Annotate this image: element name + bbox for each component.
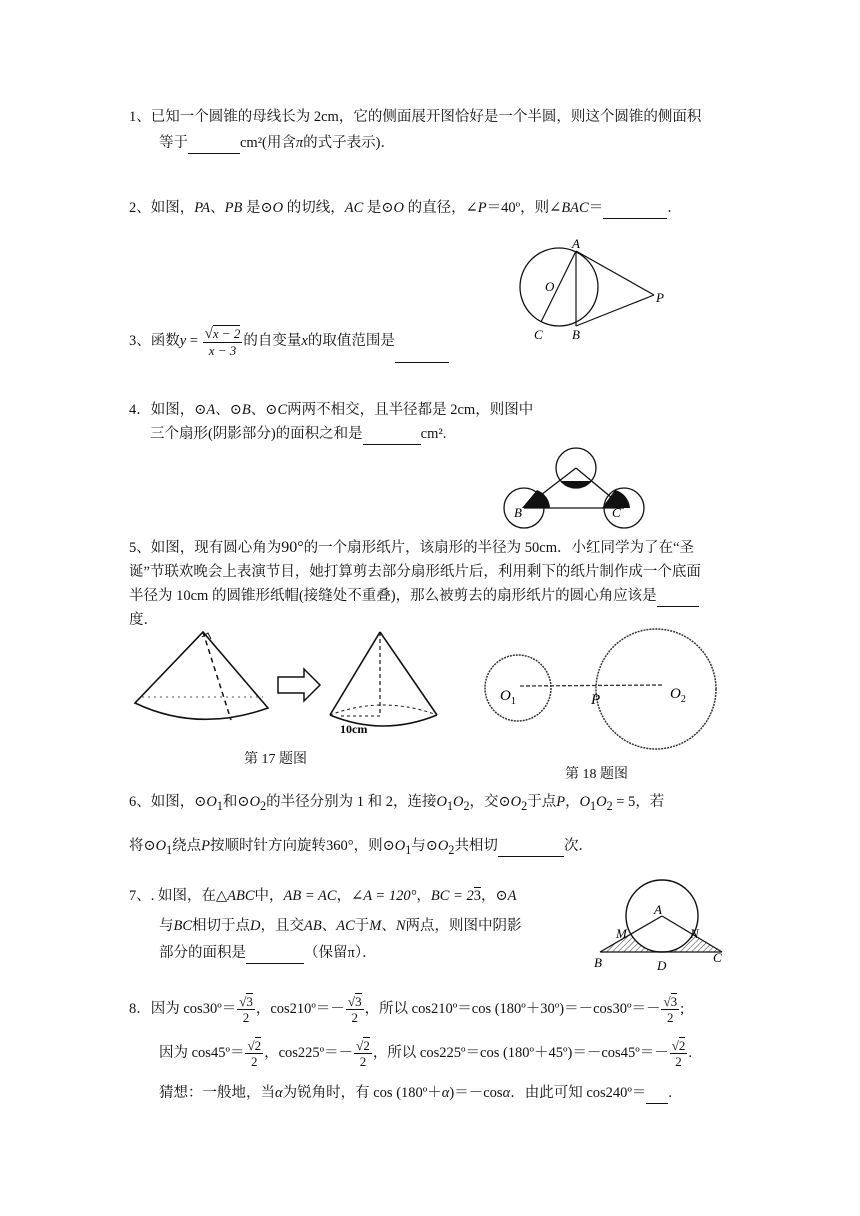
q7-figure — [590, 872, 730, 972]
q6-line2: 将$⊙O_1$绕点P按顺时针方向旋转360°，则$⊙O_1$与$⊙O_2$共相切 次． — [129, 838, 593, 857]
segment-O1O2 — [520, 685, 664, 686]
cone-left-edge — [330, 632, 380, 715]
label-P: P — [656, 290, 664, 305]
q1-answer-blank[interactable] — [188, 133, 240, 154]
q1-line2: 等于 cm²(用含π的式子表示)． — [159, 133, 395, 154]
q3-answer-blank[interactable] — [395, 320, 449, 363]
q3-line: 3、函数y = $\frac{√x - 2}{x - 3}$ 的自变量x的取值范围是 — [129, 320, 449, 364]
caption-18: 第 18 题图 — [565, 767, 628, 782]
tangent-PB — [576, 295, 654, 326]
q5-answer-blank[interactable] — [657, 586, 699, 607]
circle-O2 — [596, 629, 716, 749]
sector-paper — [135, 632, 268, 719]
q5-line1: 5、如图，现有圆心角为90°的一个扇形纸片，该扇形的半径为 50cm．小红同学为了在“圣 — [129, 539, 694, 556]
label-C: C — [713, 950, 722, 965]
cone-radius-label: 10cm — [340, 722, 368, 736]
label-C: C — [534, 327, 543, 342]
q7-line3: 部分的面积是 （保留π）． — [159, 943, 377, 964]
q5-line4: 度． — [129, 612, 158, 628]
q5-figure-18 — [480, 622, 720, 762]
cone-right-edge — [380, 632, 437, 715]
q2-circle — [520, 248, 598, 326]
q4-line2: 三个扇形(阴影部分)的面积之和是 cm². — [150, 424, 446, 445]
q1-line1: 1、已知一个圆锥的母线长为 2cm，它的侧面展开图恰好是一个半圆，则这个圆锥的侧面积 — [129, 109, 702, 125]
q3-fraction: $\frac{√x - 2}{x - 3}$ — [204, 325, 241, 358]
label-B: B — [514, 505, 522, 520]
q8-line2: 因为 cos45º＝ $\frac{√2}{2}$ ，cos225º＝－ $\frac{√2}{2}$ ，所以 cos225º＝cos (180º＋45º)＝－cos45º＝－ $\frac{√2}{2}$ . — [159, 1038, 692, 1070]
label-B: B — [594, 955, 602, 970]
q2-figure — [510, 236, 680, 346]
q7-answer-blank[interactable] — [246, 943, 304, 964]
label-A: A — [572, 448, 580, 463]
cut-line — [203, 632, 231, 720]
q8-line3: 猜想：一般地，当α为锐角时，有 cos (180º＋α)＝－cosα．由此可知 cos240º＝ . — [159, 1083, 672, 1104]
label-A: A — [572, 236, 580, 251]
q4-answer-blank[interactable] — [363, 424, 421, 445]
q4-line1: 4．如图，⊙A、⊙B、⊙C两两不相交，且半径都是 2cm，则图中 — [129, 402, 534, 418]
label-O: O — [545, 279, 555, 294]
q6-line1: 6、如图，$⊙O_1$和$⊙O_2$的半径分别为 1 和 2，连接$O_1O_2$，交$⊙O_2$于点P，$O_1O_2 = 5$，若 — [129, 794, 665, 813]
q2-line: 2、如图，PA、PB 是⊙O 的切线，AC 是⊙O 的直径，∠P＝40º，则∠BAC＝ ． — [129, 198, 682, 219]
q7-line1: 7、. 如图，在△ABC中，AB = AC，∠A = 120°，BC = 23，⊙A — [129, 888, 517, 904]
label-B: B — [572, 327, 580, 342]
label-N: N — [690, 926, 699, 941]
q5-figure-17 — [128, 625, 458, 740]
q8-line1: 8．因为 cos30º＝ $\frac{√3}{2}$ ，cos210º＝－ $\frac{√3}{2}$ ，所以 cos210º＝cos (180º＋30º)＝－cos30º＝－ $\frac{√3}{2}$ ; — [129, 994, 685, 1026]
q2-answer-blank[interactable] — [603, 198, 667, 219]
arrow-icon — [278, 669, 320, 701]
label-C: C — [612, 505, 621, 520]
label-O2: $O_2$ — [670, 686, 686, 705]
label-M: M — [616, 926, 627, 941]
label-D: D — [657, 958, 667, 973]
q6-answer-blank[interactable] — [498, 836, 564, 857]
q5-line2: 诞”节联欢晚会上表演节目，她打算剪去部分扇形纸片后，利用剩下的纸片制作成一个底面 — [129, 564, 701, 580]
q5-line3: 半径为 10cm 的圆锥形纸帽(接缝处不重叠)，那么被剪去的扇形纸片的圆心角应该是 — [129, 586, 699, 607]
q8-answer-blank[interactable] — [646, 1083, 668, 1104]
tangent-PA — [576, 251, 654, 295]
label-P: P — [591, 692, 601, 708]
label-O1: $O_1$ — [500, 688, 516, 707]
q4-figure — [500, 442, 640, 530]
label-A: A — [654, 902, 662, 917]
circle-O1 — [485, 655, 551, 721]
caption-17: 第 17 题图 — [244, 752, 307, 767]
q7-line2: 与BC相切于点D，且交AB、AC于M、N两点，则图中阴影 — [159, 918, 522, 934]
